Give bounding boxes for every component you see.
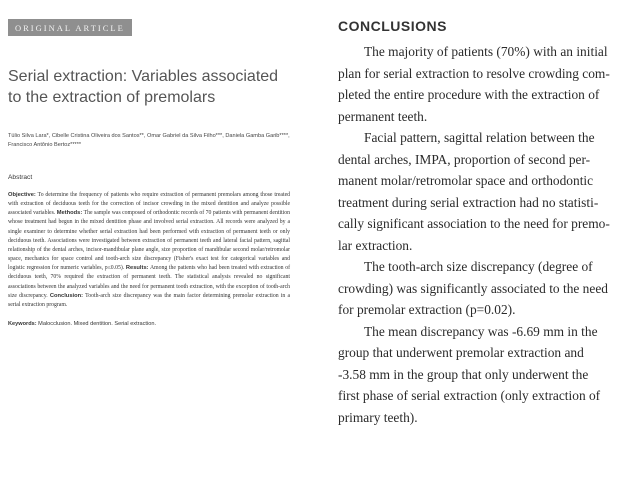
text-line: primary teeth). — [338, 409, 418, 425]
article-type-label: ORIGINAL ARTICLE — [8, 19, 132, 36]
text-line: lar extraction. — [338, 237, 413, 253]
conclusion-label: Conclusion: — [49, 292, 84, 299]
objective-label: Objective: — [8, 192, 36, 198]
text-line: plan for serial extraction to resolve crowding com- — [338, 65, 610, 81]
conclusions-excerpt — [338, 18, 634, 428]
text-line: group that underwent premolar extraction and — [338, 345, 584, 360]
keywords — [8, 321, 308, 327]
text-line: permanent teeth. — [338, 108, 428, 124]
conclusion-paragraph-4 — [338, 321, 634, 429]
text-line: -3.58 mm in the group that only underwent the — [338, 366, 589, 382]
text-line: crowding) was significantly associated to the need — [338, 280, 608, 296]
conclusion-paragraph-3 — [338, 256, 634, 321]
conclusions-body — [338, 41, 634, 428]
text-line: The majority of patients (70%) with an initial — [364, 44, 608, 59]
article-first-page — [8, 18, 308, 478]
conclusion-text: Tooth-arch size discrepancy was the main factor determining premolar extraction in a serial extraction program. — [8, 292, 291, 308]
results-label: Results: — [125, 265, 149, 272]
methods-text: The sample was composed of orthodontic records of 70 patients with permanent dentition whose treatment had begun in the mixed dentition phase and involved serial extraction. All records were analyzed by a single examiner to determine whether serial extraction had been performed with extraction of permanent teeth or only deciduous teeth. Associations were investigated between extraction of permanent teeth and lateral facial pattern, sagittal relationship of the dental arches, incisor-mandibular plane angle, size proportion of mandibular second molar/retromolar space, mechanics for space control and tooth-arch size discrepancy (Fisher's exact test for categorical variables and logistic regression for numeric variables, p≤0.05). — [8, 210, 290, 272]
conclusion-paragraph-1 — [338, 41, 634, 127]
conclusion-paragraph-2 — [338, 127, 634, 256]
text-line: for premolar extraction (p=0.02). — [338, 302, 516, 317]
results-text: Among the patients who had been treated with extraction of deciduous teeth, 70% required the extraction of permanent teeth. The statistical analysis revealed no significant associations between the analyzed variables and the need for permanent tooth extraction, with the exception of tooth-arch size discrepancy. — [8, 265, 290, 299]
text-line: treatment during serial extraction had no statisti- — [338, 194, 599, 210]
methods-label: Methods: — [56, 210, 83, 217]
abstract-heading: Abstract — [8, 174, 33, 181]
keywords-label: Keywords: — [8, 321, 37, 328]
text-line: first phase of serial extraction (only extraction of — [338, 388, 601, 403]
text-line: The tooth-arch size discrepancy (degree of — [364, 259, 593, 274]
abstract-text — [8, 191, 290, 310]
article-title: Serial extraction: Variables associated to the extraction of premolars — [8, 68, 279, 106]
text-line: dental arches, IMPA, proportion of second per- — [338, 151, 591, 167]
text-line: The mean discrepancy was -6.69 mm in the — [364, 323, 598, 339]
author-list: Túlio Silva Lara*, Cibelle Cristina Oliveira dos Santos**, Omar Gabriel da Silva Filho***, Daniela Gamba Garib****, Francisco Antônio Bertoz***** — [8, 133, 290, 148]
text-line: pleted the entire procedure with the extraction of — [338, 87, 600, 102]
keywords-text: Malocclusion. Mixed dentition. Serial extraction. — [38, 321, 157, 328]
text-line: manent molar/retromolar space and orthodontic — [338, 173, 594, 188]
conclusions-heading: CONCLUSIONS — [338, 18, 447, 34]
objective-text: To determine the frequency of patients who require extraction of permanent premolars among those treated with extraction of deciduous teeth for the correction of incisor crowding in the mixed dentition and analyze possible associated variables. — [8, 192, 290, 217]
text-line: cally significant association to the need for premo- — [338, 216, 610, 231]
text-line: Facial pattern, sagittal relation between the — [364, 130, 595, 145]
